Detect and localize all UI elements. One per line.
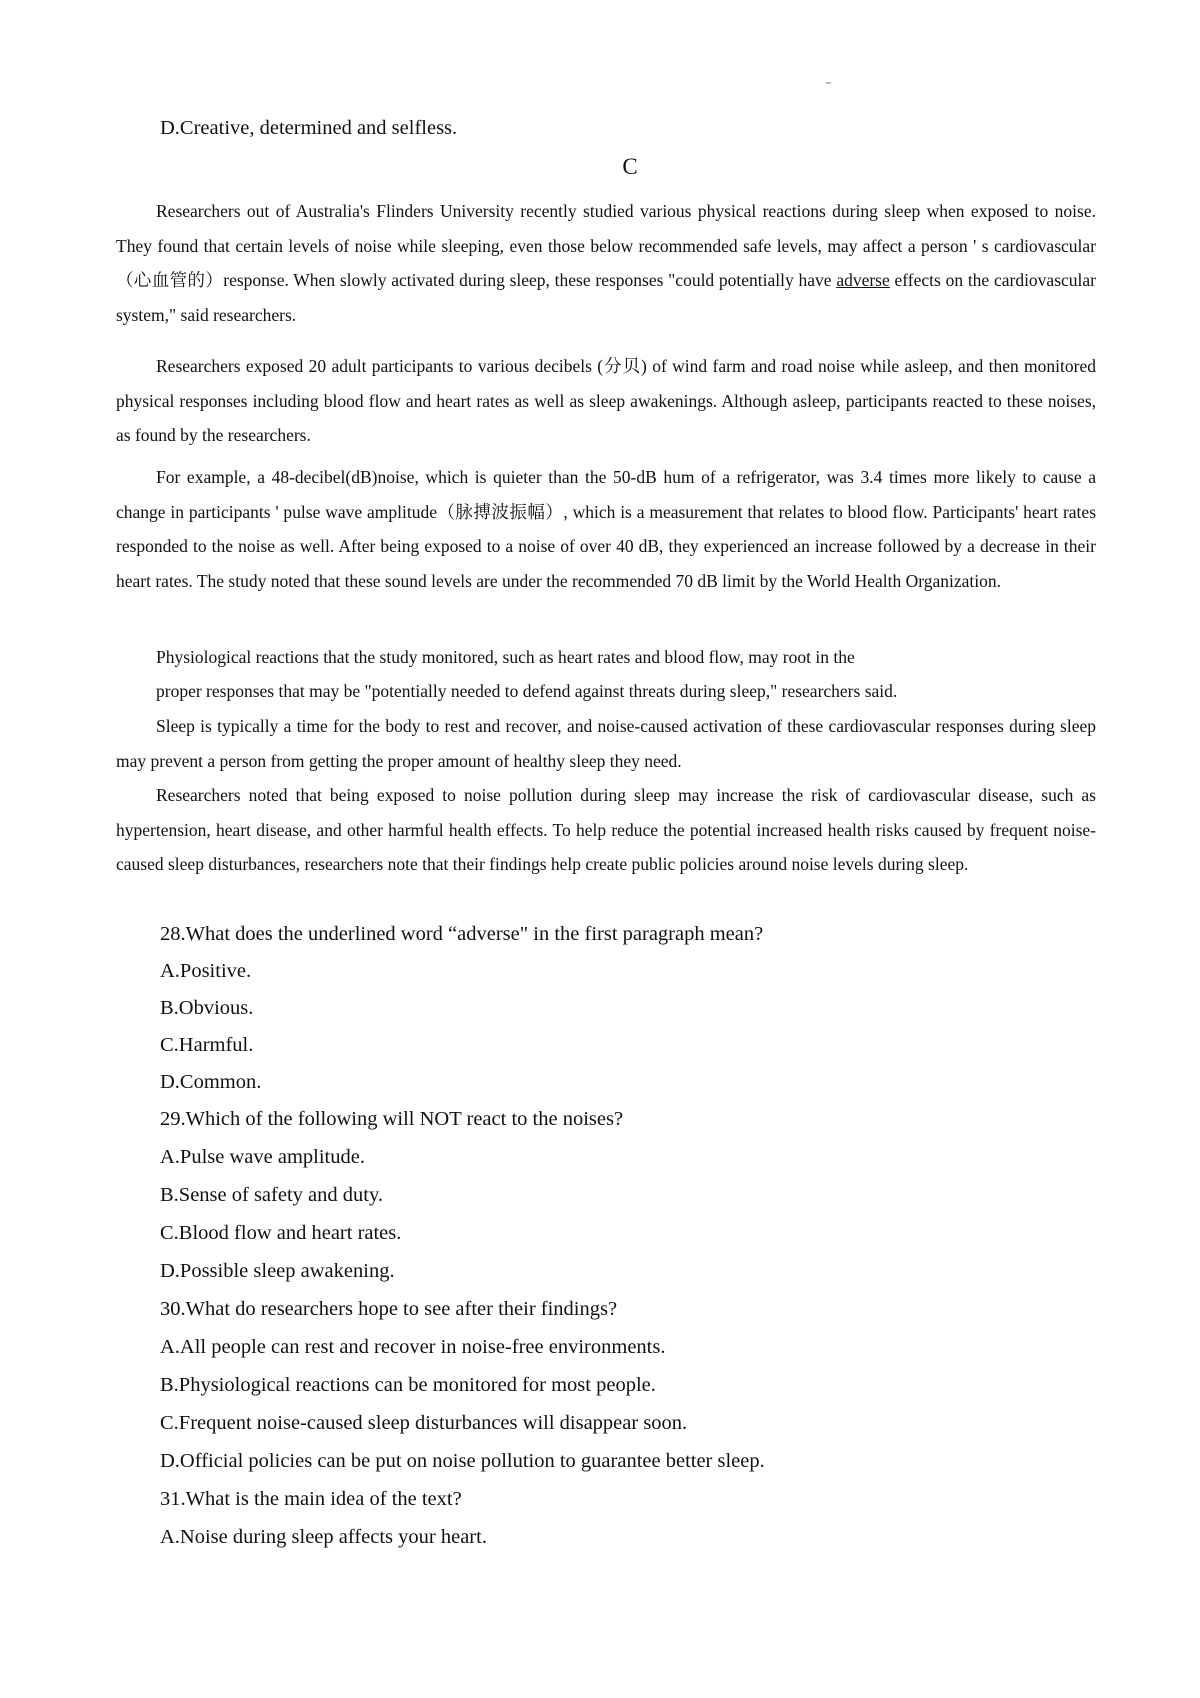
passage-paragraph-4-line-2: proper responses that may be "potentially needed to defend against threats during sleep," researchers said.: [156, 681, 898, 701]
passage-paragraph-5-text: Sleep is typically a time for the body to rest and recover, and noise-caused activation of these cardiovascular responses during sleep may prevent a person from getting the proper amount of healthy sleep they need.: [116, 716, 1096, 771]
question-30-option-b: B.Physiological reactions can be monitored for most people.: [160, 1374, 656, 1396]
question-28-option-b: B.Obvious.: [160, 997, 254, 1019]
passage-paragraph-6-text: Researchers noted that being exposed to noise pollution during sleep may increase the risk of cardiovascular disease, such as hypertension, heart disease, and other harmful health effects. To help reduce the potential increased health risks caused by frequent noise-caused sleep disturbances, researchers note that their findings help create public policies around noise levels during sleep.: [116, 785, 1096, 875]
passage-paragraph-2-text: Researchers exposed 20 adult participants to various decibels (分贝) of wind farm and road noise while asleep, and then monitored physical responses including blood flow and heart rates as well as sleep awakenings. Although asleep, participants reacted to these noises, as found by the researchers.: [116, 356, 1096, 446]
passage-paragraph-1-text: Researchers out of Australia's Flinders University recently studied various physical reactions during sleep when exposed to noise. They found that certain levels of noise while sleeping, even those below recommended safe levels, may affect a person ' s cardiovascular（心血管的）response. When slowly activated during sleep, these responses "could potentially have: [116, 201, 1096, 291]
section-label: C: [622, 154, 638, 179]
previous-question-option-d: D.Creative, determined and selfless.: [160, 117, 458, 139]
question-29-option-a: A.Pulse wave amplitude.: [160, 1146, 365, 1168]
question-31-option-a: A.Noise during sleep affects your heart.: [160, 1526, 487, 1548]
passage-paragraph-2: [116, 349, 1096, 453]
underlined-word: adverse: [836, 270, 890, 291]
passage-paragraph-6: [116, 778, 1096, 882]
scan-mark: [826, 82, 831, 84]
question-30-option-d: D.Official policies can be put on noise pollution to guarantee better sleep.: [160, 1450, 765, 1472]
question-29-stem: 29.Which of the following will NOT react to the noises?: [160, 1108, 624, 1130]
passage-paragraph-1-text-end: effects on the cardiovascular system," said researchers.: [116, 270, 1096, 326]
question-30-option-a: A.All people can rest and recover in noise-free environments.: [160, 1336, 666, 1358]
question-31-stem: 31.What is the main idea of the text?: [160, 1488, 462, 1510]
passage-paragraph-4-line-1: Physiological reactions that the study monitored, such as heart rates and blood flow, may root in the: [156, 647, 855, 667]
passage-paragraph-1: [116, 194, 1096, 333]
passage-paragraph-5: [116, 709, 1096, 778]
passage-paragraph-3: [116, 460, 1096, 599]
question-29-option-d: D.Possible sleep awakening.: [160, 1260, 395, 1282]
question-28-option-c: C.Harmful.: [160, 1034, 254, 1056]
question-30-option-c: C.Frequent noise-caused sleep disturbances will disappear soon.: [160, 1412, 688, 1434]
question-28-stem: 28.What does the underlined word “adverse" in the first paragraph mean?: [160, 923, 764, 945]
question-28-option-a: A.Positive.: [160, 960, 252, 982]
question-28-option-d: D.Common.: [160, 1071, 262, 1093]
question-30-stem: 30.What do researchers hope to see after their findings?: [160, 1298, 618, 1320]
question-29-option-b: B.Sense of safety and duty.: [160, 1184, 383, 1206]
question-29-option-c: C.Blood flow and heart rates.: [160, 1222, 402, 1244]
passage-paragraph-3-text: For example, a 48-decibel(dB)noise, which is quieter than the 50-dB hum of a refrigerator, was 3.4 times more likely to cause a change in participants ' pulse wave amplitude（脉搏波振幅）, which is a measurement that relates to blood flow. Participants' heart rates responded to the noise as well. After being exposed to a noise of over 40 dB, they experienced an increase followed by a decrease in their heart rates. The study noted that these sound levels are under the recommended 70 dB limit by the World Health Organization.: [116, 467, 1096, 592]
